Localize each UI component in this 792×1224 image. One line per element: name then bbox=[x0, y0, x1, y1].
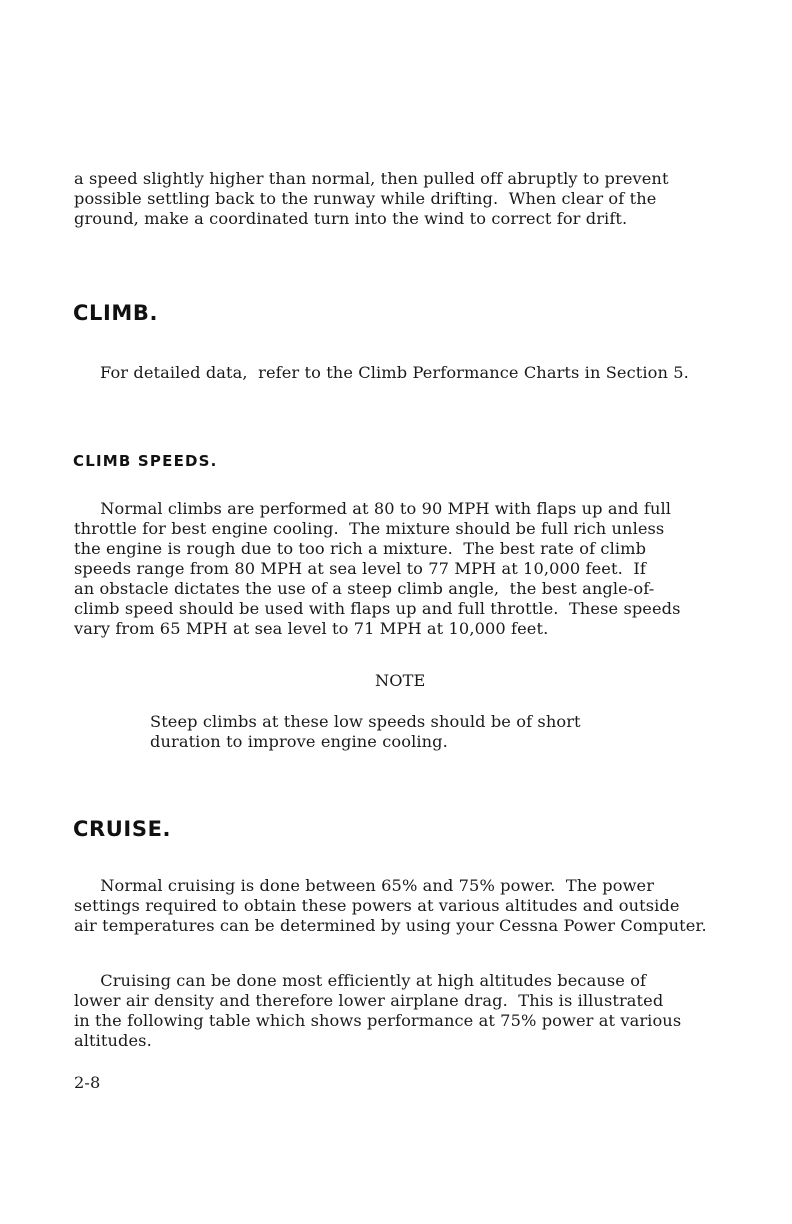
cruise-line: in the following table which shows performance at 75% power at various bbox=[74, 1011, 682, 1030]
climb-speeds-heading: CLIMB SPEEDS. bbox=[73, 452, 218, 470]
climb-paragraph bbox=[100, 363, 689, 383]
climb-speeds-paragraph bbox=[74, 499, 681, 639]
climb-text: For detailed data, refer to the Climb Performance Charts in Section 5. bbox=[100, 363, 689, 382]
climb-speeds-line: an obstacle dictates the use of a steep climb angle, the best angle-of- bbox=[74, 579, 655, 598]
cruise-line: Normal cruising is done between 65% and 75% power. The power bbox=[74, 876, 655, 895]
page-number: 2-8 bbox=[74, 1073, 101, 1092]
cruise-line: lower air density and therefore lower airplane drag. This is illustrated bbox=[74, 991, 664, 1010]
cruise-paragraph-1 bbox=[74, 876, 707, 936]
climb-speeds-line: vary from 65 MPH at sea level to 71 MPH at 10,000 feet. bbox=[74, 619, 549, 638]
intro-line: a speed slightly higher than normal, then pulled off abruptly to prevent bbox=[74, 169, 669, 188]
note-line: duration to improve engine cooling. bbox=[150, 732, 448, 751]
climb-heading: CLIMB. bbox=[73, 301, 159, 325]
note-paragraph bbox=[150, 712, 581, 752]
intro-line: ground, make a coordinated turn into the wind to correct for drift. bbox=[74, 209, 628, 228]
note-line: Steep climbs at these low speeds should be of short bbox=[150, 712, 581, 731]
climb-speeds-line: speeds range from 80 MPH at sea level to 77 MPH at 10,000 feet. If bbox=[74, 559, 646, 578]
cruise-heading: CRUISE. bbox=[73, 817, 172, 841]
climb-speeds-line: Normal climbs are performed at 80 to 90 MPH with flaps up and full bbox=[74, 499, 672, 518]
intro-line: possible settling back to the runway while drifting. When clear of the bbox=[74, 189, 657, 208]
climb-speeds-line: throttle for best engine cooling. The mixture should be full rich unless bbox=[74, 519, 665, 538]
cruise-paragraph-2 bbox=[74, 971, 681, 1051]
cruise-line: settings required to obtain these powers at various altitudes and outside bbox=[74, 896, 680, 915]
climb-speeds-line: climb speed should be used with flaps up and full throttle. These speeds bbox=[74, 599, 681, 618]
intro-paragraph bbox=[74, 169, 669, 229]
cruise-line: altitudes. bbox=[74, 1031, 152, 1050]
cruise-line: air temperatures can be determined by using your Cessna Power Computer. bbox=[74, 916, 707, 935]
climb-speeds-line: the engine is rough due to too rich a mixture. The best rate of climb bbox=[74, 539, 647, 558]
note-label: NOTE bbox=[375, 671, 426, 690]
cruise-line: Cruising can be done most efficiently at high altitudes because of bbox=[74, 971, 647, 990]
